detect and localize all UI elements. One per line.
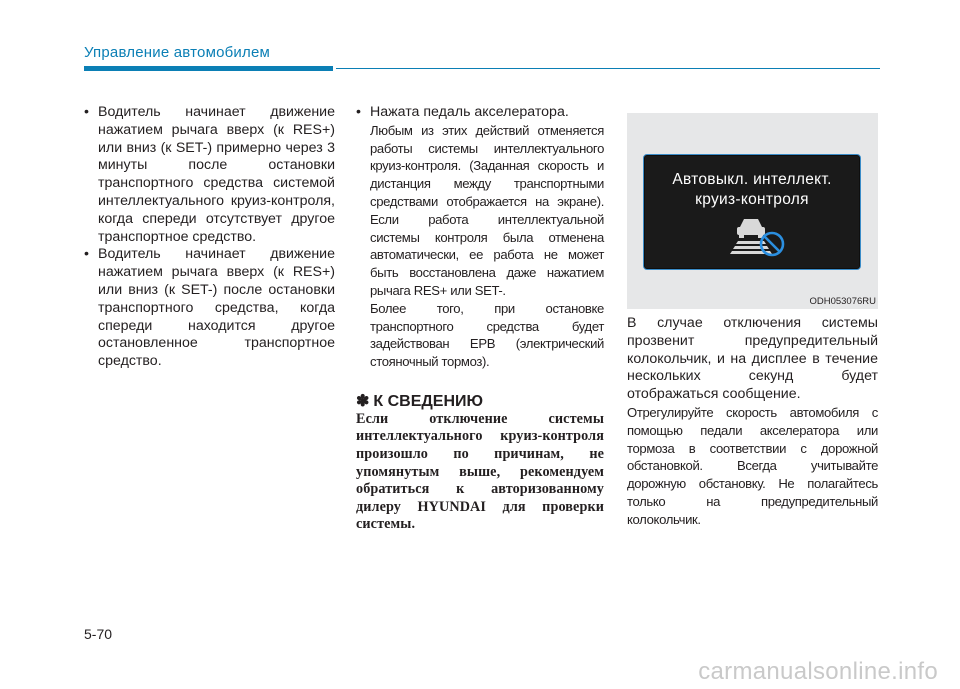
figure-code: ODH053076RU [809, 296, 876, 307]
note-title: К СВЕДЕНИЮ [373, 392, 484, 410]
body-paragraph: Отрегулируйте скорость автомобиля с помощью педали акселератора или тормоза в соответствии с дорожной обстановкой. Всегда учитывайте дорожную обстановку. Не полагайтесь только на предупредительный колокольчик. [627, 404, 878, 527]
cluster-display-figure [627, 113, 878, 309]
display-message-line1: Автовыкл. интеллект. [672, 171, 832, 188]
column-middle [356, 104, 604, 534]
bullet-item: • Водитель начинает движение нажатием рычага вверх (к RES+) или вниз (к SET-) примерно через 3 минуты после остановки транспортного средства системой интеллектуального круиз-контроля, когда спереди отсутствует другое транспортное средство. [84, 104, 335, 245]
bullet-dot-icon: • [356, 104, 361, 120]
watermark: carmanualsonline.info [698, 658, 938, 685]
bullet-item: • Водитель начинает движение нажатием рычага вверх (к RES+) или вниз (к SET-) после остановки транспортного средства, когда спереди находится другое остановленное транспортное средство. [84, 246, 335, 370]
display-message-line2: круиз-контроля [695, 191, 809, 208]
page-number: 5-70 [84, 626, 113, 642]
note-symbol-icon: ✽ [356, 392, 370, 410]
column-left [84, 104, 335, 371]
cruise-control-off-icon [730, 213, 786, 259]
section-header-title: Управление автомобилем [84, 44, 271, 61]
cluster-display-screen [643, 154, 861, 270]
note-body: Если отключение системы интеллектуального круиз-контроля произошло по причинам, не упомянутым выше, рекомендуем обратиться к авторизованному дилеру HYUNDAI для проверки системы. [356, 410, 604, 533]
column-right [627, 315, 878, 529]
body-paragraph: Любым из этих действий отменяется работы системы интеллектуального круиз-контроля. (Заданная скорость и дистанция между транспортными средствами отображается на экране). Если работа интеллектуальной системы контроля была отменена автоматически, ее работа не может быть восстановлена даже нажатием рычага RES+ или SET-. [370, 122, 604, 298]
bullet-item: • Нажата педаль акселератора. [356, 104, 569, 120]
note-heading [356, 393, 604, 411]
bullet-dot-icon: • [84, 104, 89, 120]
body-paragraph: В случае отключения системы прозвенит предупредительный колокольчик, и на дисплее в течение нескольких секунд будет отображаться сообщение. [627, 315, 878, 403]
body-paragraph: Более того, при остановке транспортного средства будет задействован EPB (электрический стояночный тормоз). [370, 300, 604, 370]
header-rule-thick [84, 66, 333, 71]
header-rule-thin [336, 68, 880, 69]
bullet-dot-icon: • [84, 246, 89, 263]
